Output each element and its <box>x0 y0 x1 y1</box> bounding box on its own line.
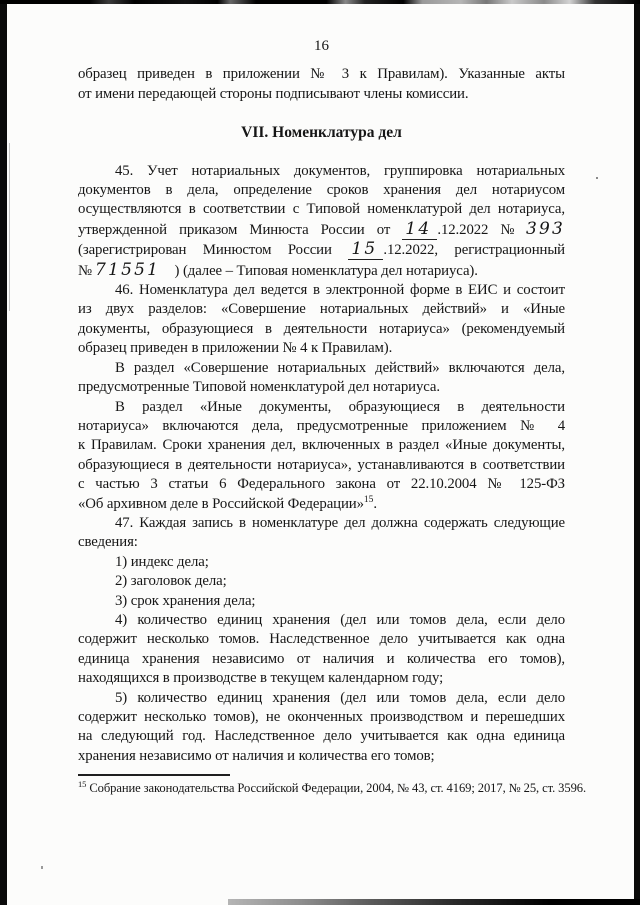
text-line <box>78 359 565 378</box>
text-segment: ) (далее – Типовая номенклатура дел нотариуса). <box>160 262 478 279</box>
text-segment: утвержденной приказом Минюста России от <box>78 221 403 238</box>
footnote-reference: 15 <box>363 494 374 505</box>
text-segment: (зарегистрирован Минюстом России <box>78 242 349 259</box>
text-segment: на следующий год. Наследственное дело учитывается как одна единица <box>78 728 565 745</box>
text-line <box>78 630 565 649</box>
handwritten-entry: 71551 <box>95 259 161 280</box>
text-segment: В раздел «Совершение нотариальных действий» включаются дела, <box>115 359 565 376</box>
text-segment: содержит несколько томов), не оконченных производством и перешедших <box>78 709 565 725</box>
text-segment: осуществляются в соответствии с Типовой номенклатурой дел нотариуса, <box>78 201 565 218</box>
text-line <box>78 514 565 533</box>
text-segment: нотариуса» включаются дела, предусмотренные приложением № 4 <box>78 417 565 434</box>
text-line <box>78 611 565 630</box>
text-segment: находящихся в производстве в текущем календарном году; <box>78 670 444 687</box>
scan-border-right <box>634 0 640 905</box>
text-segment: .12.2022 № <box>437 221 523 238</box>
text-line <box>78 572 565 591</box>
text-line <box>78 320 565 339</box>
para-46 <box>78 281 565 359</box>
text-line <box>78 85 565 104</box>
text-segment: «Об архивном деле в Российской Федерации» <box>78 495 364 512</box>
text-line <box>78 436 565 455</box>
list-item-5 <box>78 689 565 767</box>
handwritten-entry-underlined: 15 <box>348 239 383 260</box>
scan-artifact-margin-line <box>9 143 10 311</box>
handwritten-entry-underlined: 14 <box>402 219 437 240</box>
text-line <box>78 533 565 552</box>
text-line <box>78 456 565 475</box>
text-line <box>78 200 565 219</box>
text-segment: содержит несколько томов. Наследственное дело учитывается как одна <box>78 631 565 648</box>
scan-border-bottom <box>228 899 640 905</box>
text-line <box>78 181 565 200</box>
text-segment: 46. Номенклатура дел ведется в электронной форме в ЕИС и состоит <box>115 282 565 299</box>
text-segment: документов в дела, определение сроков хранения дел нотариусом <box>78 182 565 199</box>
text-segment: от имени передающей стороны подписывают члены комиссии. <box>78 85 469 102</box>
text-segment: образец приведен в приложении № 3 к Правилам). Указанные акты <box>78 66 565 83</box>
text-segment: сведения: <box>78 534 138 551</box>
text-line <box>78 162 565 181</box>
text-segment: В раздел «Иные документы, образующиеся в деятельности <box>115 398 565 415</box>
section-header: VII. Номенклатура дел <box>241 124 402 142</box>
text-segment: 47. Каждая запись в номенклатуре дел должна содержать следующие <box>115 514 565 531</box>
text-line <box>78 650 565 669</box>
para-46-section-2 <box>78 398 565 514</box>
text-segment: образец приведен в приложении № 4 к Правилам). <box>78 340 393 357</box>
text-segment: 2) заголовок дела; <box>115 573 227 590</box>
scan-border-left <box>0 0 7 905</box>
text-line <box>78 553 565 572</box>
text-line <box>78 495 565 514</box>
document-body <box>78 162 565 767</box>
text-segment: к Правилам. Сроки хранения дел, включенных в раздел «Иные документы, <box>78 437 565 454</box>
text-segment: предусмотренные Типовой номенклатурой дел нотариуса. <box>78 379 440 396</box>
text-segment: № <box>78 262 93 279</box>
text-line <box>78 300 565 319</box>
text-line <box>78 747 565 766</box>
text-line <box>78 592 565 611</box>
text-segment: 1) индекс дела; <box>115 553 209 570</box>
text-segment: 3) срок хранения дела; <box>115 592 256 609</box>
text-segment: с частью 3 статьи 6 Федерального закона от 22.10.2004 № 125-ФЗ <box>78 476 565 493</box>
handwritten-entry: 393 <box>525 218 566 239</box>
text-segment: 45. Учет нотариальных документов, группировка нотариальных <box>115 162 565 179</box>
text-line <box>78 689 565 708</box>
text-line <box>78 220 565 240</box>
text-segment: 5) количество единиц хранения (дел или томов дела, если дело <box>115 689 565 706</box>
text-segment: 4) количество единиц хранения (дел или томов дела, если дело <box>115 611 565 628</box>
text-line <box>78 417 565 436</box>
footnote-text: Собрание законодательства Российской Федерации, 2004, № 43, ст. 4169; 2017, № 25, ст. 3596. <box>86 781 587 796</box>
carryover-host <box>78 65 565 104</box>
text-segment: хранения независимо от наличия и количества его томов; <box>78 747 435 764</box>
text-line <box>78 708 565 727</box>
text-line <box>78 378 565 397</box>
page-content <box>78 0 587 796</box>
text-line <box>78 65 565 84</box>
text-segment: из двух разделов: «Совершение нотариальных действий» и «Иные <box>78 301 565 318</box>
text-line <box>78 727 565 746</box>
text-segment: единица хранения независимо от наличия и количества его томов), <box>78 650 565 667</box>
para-carryover <box>78 65 565 104</box>
list-items-1-3 <box>78 553 565 611</box>
scan-artifact-speck <box>596 177 598 179</box>
footnote-rule <box>78 774 230 776</box>
para-46-section-1 <box>78 359 565 398</box>
text-line <box>78 398 565 417</box>
text-segment: .12.2022, регистрационный <box>383 242 565 259</box>
page-number: 16 <box>314 38 329 54</box>
text-segment: документы, образующиеся в деятельности нотариуса» (рекомендуемый <box>78 320 565 337</box>
text-line <box>78 261 565 281</box>
text-segment: образующиеся в деятельности нотариуса», устанавливаются в соответствии <box>78 456 565 473</box>
text-line <box>78 339 565 358</box>
text-line <box>78 475 565 494</box>
footnote-text-line <box>78 779 587 796</box>
text-line <box>78 281 565 300</box>
text-segment: . <box>373 495 378 512</box>
scan-artifact-speck <box>41 866 43 869</box>
footnote <box>78 774 587 796</box>
para-45 <box>78 162 565 281</box>
text-line <box>78 669 565 688</box>
list-item-4 <box>78 611 565 689</box>
text-line <box>78 240 565 260</box>
para-47 <box>78 514 565 553</box>
footnote-marker: 15 <box>78 779 87 790</box>
